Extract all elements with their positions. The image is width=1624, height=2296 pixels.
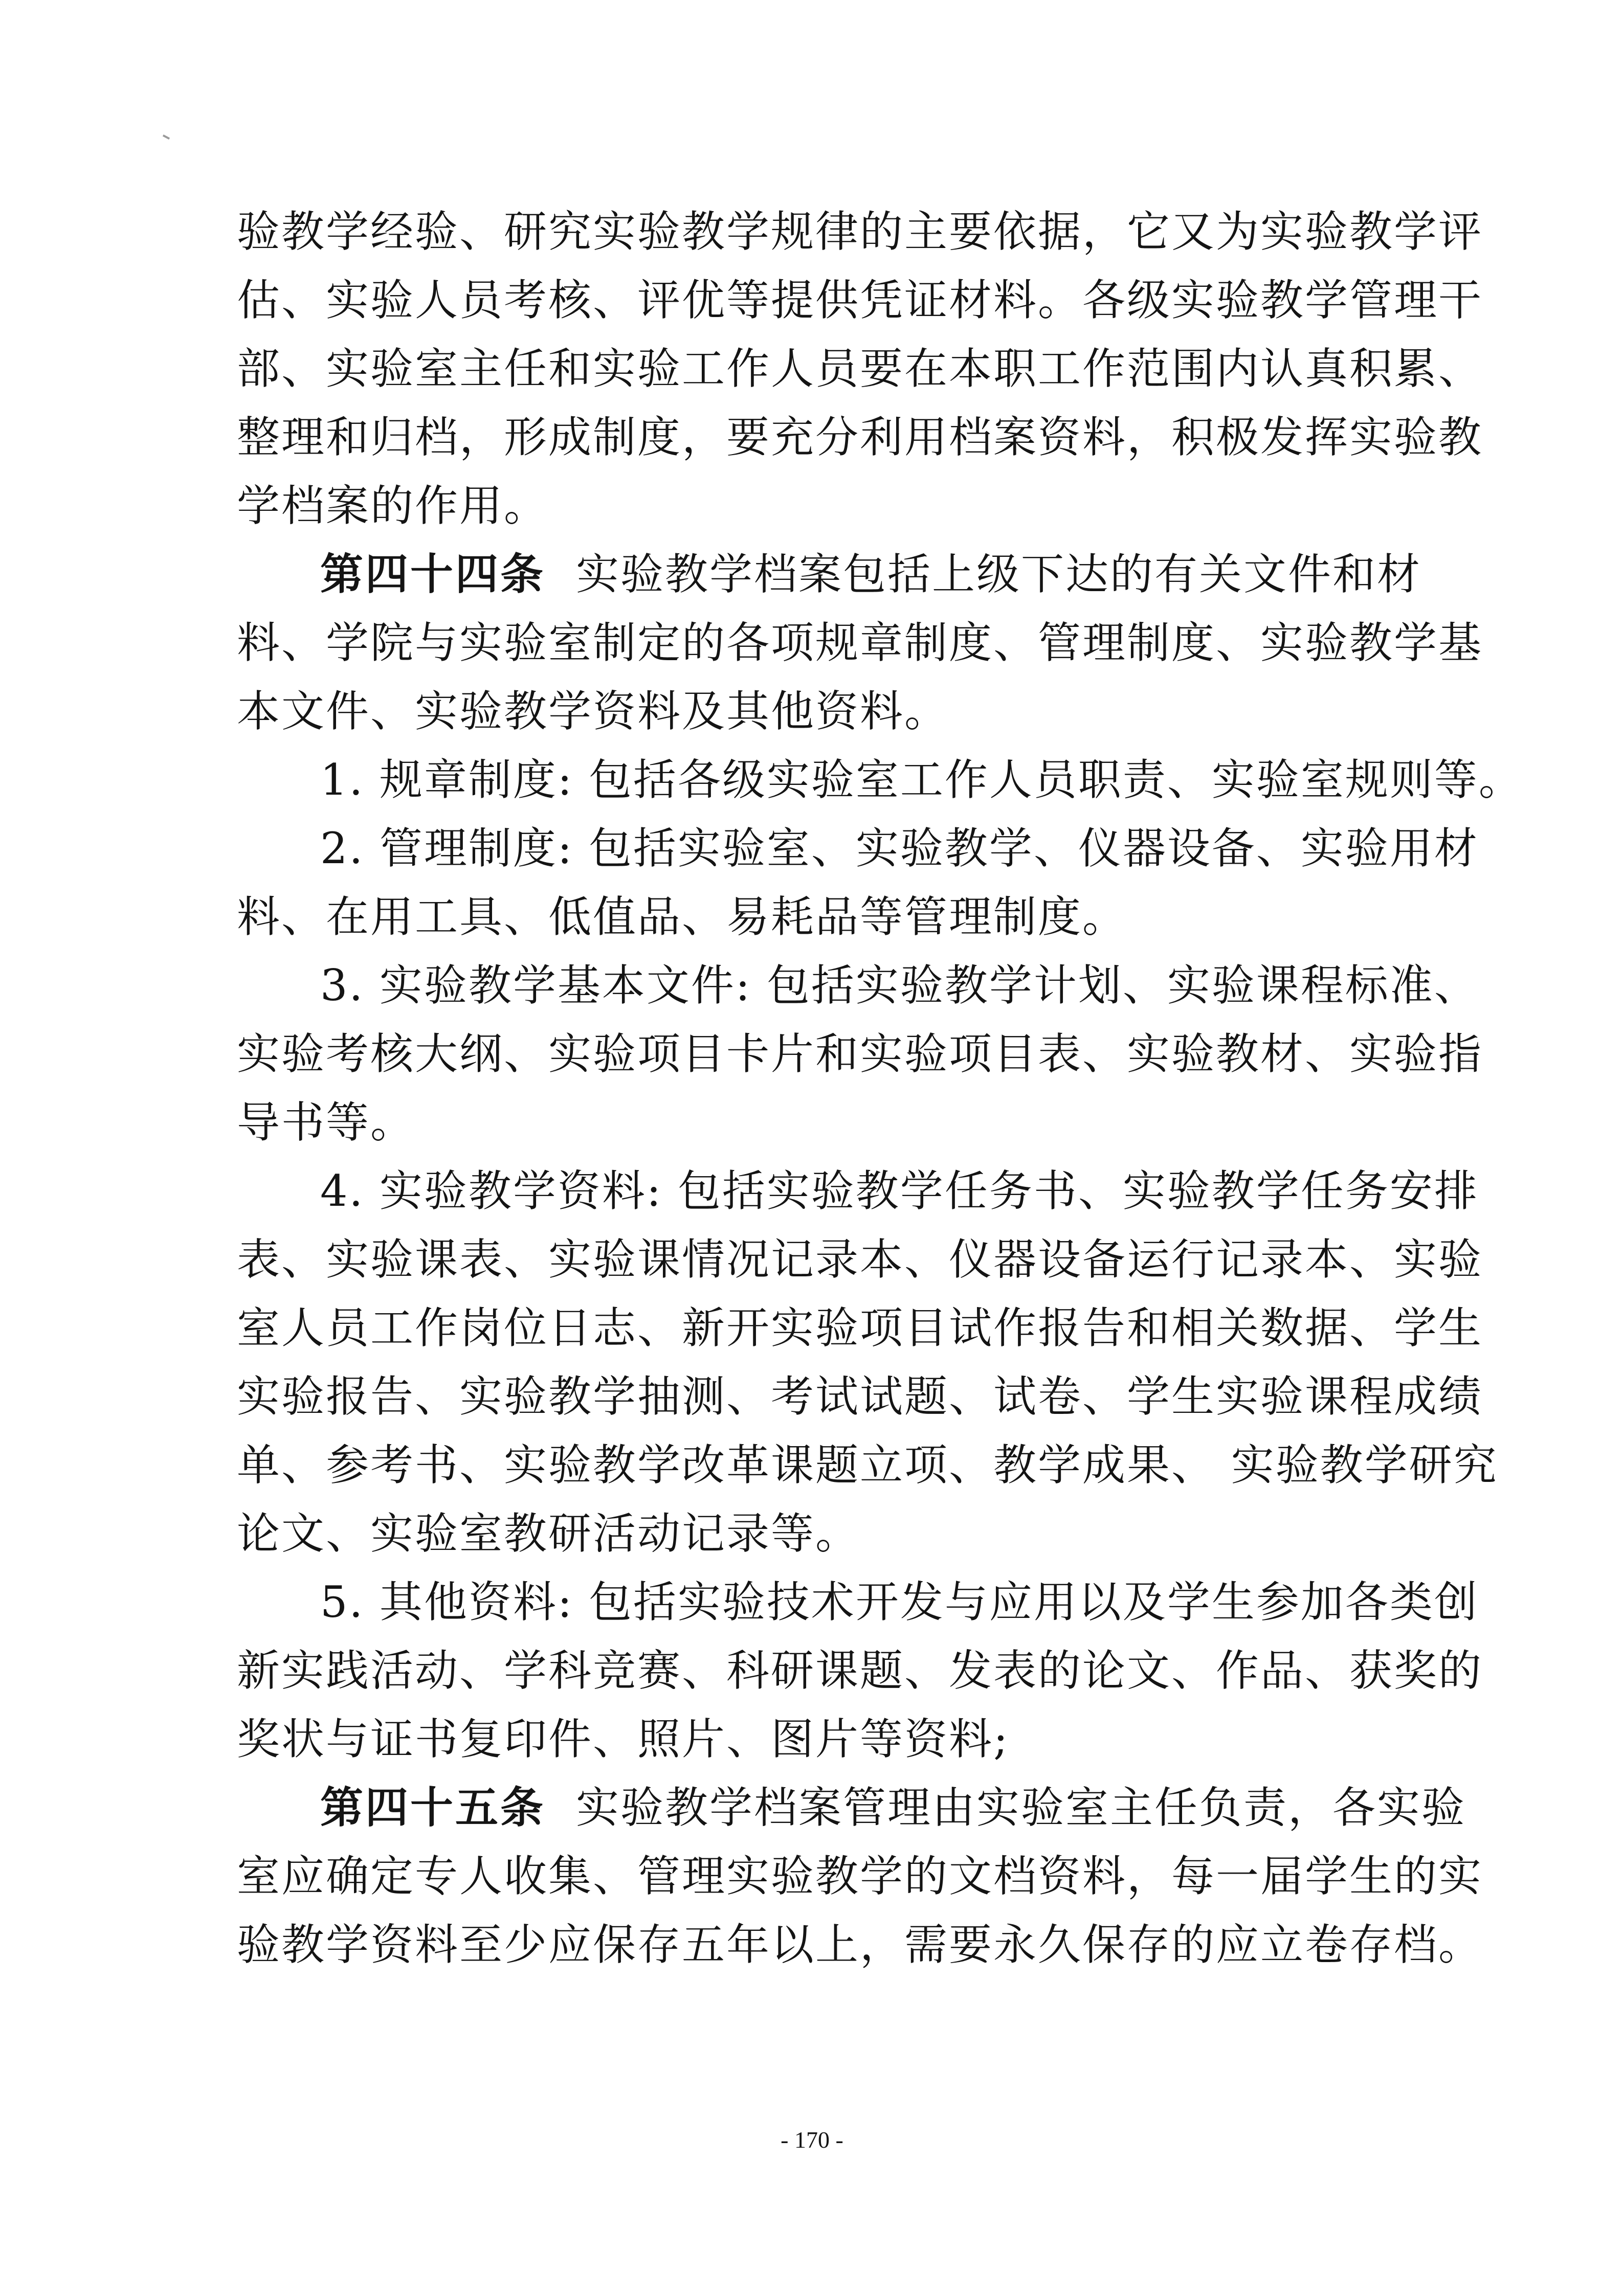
paragraph-line: 料、学院与实验室制定的各项规章制度、管理制度、实验教学基 (237, 618, 1483, 668)
paragraph-line: 室应确定专人收集、管理实验教学的文档资料，每一届学生的实 (237, 1851, 1483, 1901)
paragraph-line: 部、实验室主任和实验工作人员要在本职工作范围内认真积累、 (237, 344, 1483, 394)
paragraph-line: 验教学经验、研究实验教学规律的主要依据，它又为实验教学评 (237, 207, 1483, 257)
list-item-line: 导书等。 (237, 1097, 415, 1147)
list-item-line: 实验报告、实验教学抽测、考试试题、试卷、学生实验课程成绩 (237, 1371, 1483, 1422)
scan-artifact-mark (163, 134, 170, 140)
list-item-line: 表、实验课表、实验课情况记录本、仪器设备运行记录本、实验 (237, 1234, 1483, 1285)
article-44-first-line (320, 546, 1422, 602)
list-item-4: 4. 实验教学资料: 包括实验教学任务书、实验教学任务安排 (320, 1166, 1479, 1216)
list-item-line: 论文、实验室教研活动记录等。 (237, 1509, 860, 1559)
article-45-text: 实验教学档案管理由实验室主任负责，各实验 (576, 1783, 1466, 1833)
paragraph-line: 学档案的作用。 (237, 481, 549, 531)
paragraph-line: 验教学资料至少应保存五年以上，需要永久保存的应立卷存档。 (237, 1920, 1483, 1970)
article-45-first-line (320, 1780, 1466, 1836)
list-item-line: 料、在用工具、低值品、易耗品等管理制度。 (237, 892, 1127, 942)
list-item-line: 新实践活动、学科竞赛、科研课题、发表的论文、作品、获奖的 (237, 1646, 1483, 1696)
list-item-line: 单、参考书、实验教学改革课题立项、教学成果、 实验教学研究 (237, 1440, 1498, 1490)
article-44-label: 第四十四条 (320, 549, 546, 599)
list-item-5: 5. 其他资料: 包括实验技术开发与应用以及学生参加各类创 (320, 1577, 1479, 1627)
list-item-1: 1. 规章制度: 包括各级实验室工作人员职责、实验室规则等。 (320, 755, 1523, 805)
list-item-3: 3. 实验教学基本文件: 包括实验教学计划、实验课程标准、 (320, 960, 1479, 1010)
list-item-line: 奖状与证书复印件、照片、图片等资料; (237, 1714, 1010, 1764)
list-item-line: 实验考核大纲、实验项目卡片和实验项目表、实验教材、实验指 (237, 1029, 1483, 1079)
article-44-text: 实验教学档案包括上级下达的有关文件和材 (576, 549, 1422, 599)
paragraph-line: 本文件、实验教学资料及其他资料。 (237, 686, 949, 736)
list-item-line: 室人员工作岗位日志、新开实验项目试作报告和相关数据、学生 (237, 1303, 1483, 1353)
paragraph-line: 估、实验人员考核、评优等提供凭证材料。各级实验教学管理干 (237, 275, 1483, 325)
article-45-label: 第四十五条 (320, 1782, 546, 1833)
page-number: - 170 - (781, 2127, 843, 2153)
list-item-2: 2. 管理制度: 包括实验室、实验教学、仪器设备、实验用材 (320, 823, 1479, 873)
paragraph-line: 整理和归档，形成制度，要充分利用档案资料，积极发挥实验教 (237, 412, 1483, 462)
